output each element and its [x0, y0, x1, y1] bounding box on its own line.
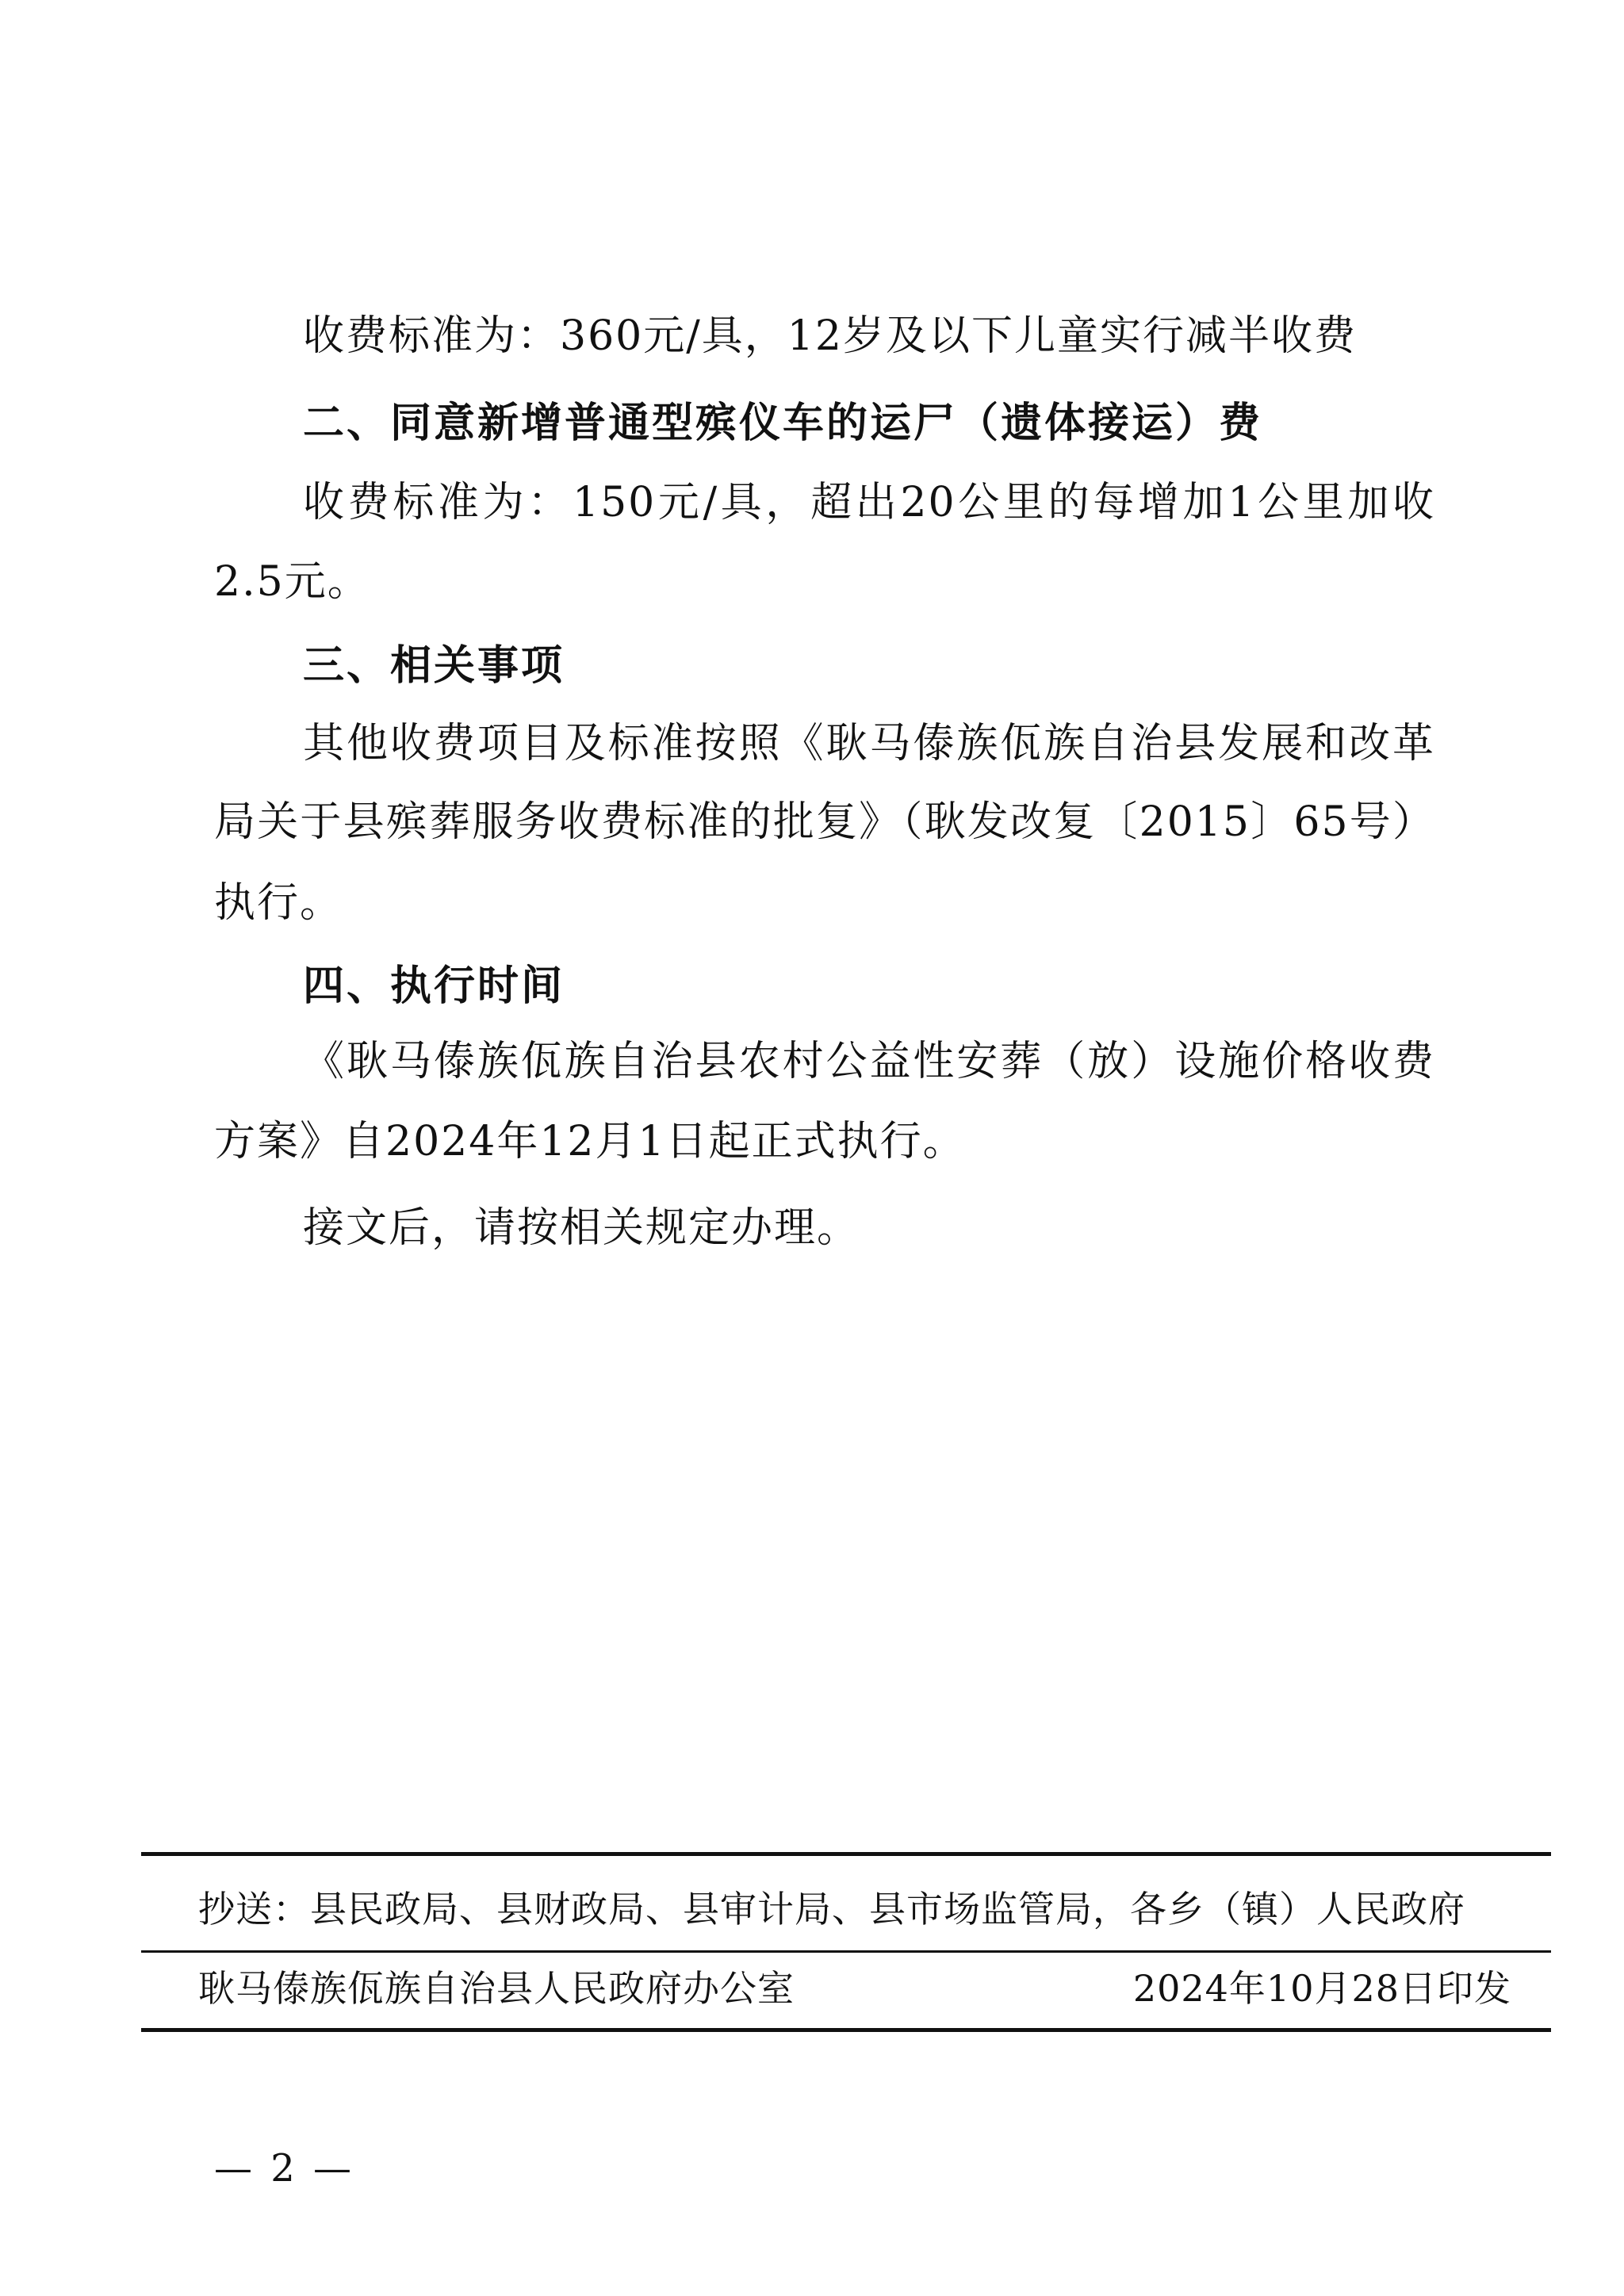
section-heading-3: 三、相关事项: [303, 642, 565, 690]
footer-top-rule: [141, 1852, 1551, 1856]
footer-middle-rule: [141, 1950, 1551, 1953]
footer-issuer: 耿马傣族佤族自治县人民政府办公室: [198, 1967, 795, 2010]
paragraph-fee-standard-2-line1: 收费标准为：150元/具，超出20公里的每增加1公里加收: [303, 479, 1435, 526]
paragraph-fee-standard-1: 收费标准为：360元/具，12岁及以下儿童实行减半收费: [303, 312, 1357, 360]
footer-print-date: 2024年10月28日印发: [1132, 1967, 1511, 2010]
paragraph-effective-date-line1: 《耿马傣族佤族自治县农村公益性安葬（放）设施价格收费: [303, 1038, 1435, 1085]
paragraph-related-matters-line2: 局关于县殡葬服务收费标准的批复》（耿发改复〔2015〕65号）: [214, 798, 1435, 846]
section-heading-2: 二、同意新增普通型殡仪车的运尸（遗体接运）费: [303, 400, 1263, 447]
footer-bottom-rule: [141, 2028, 1551, 2032]
footer-cc-line: 抄送：县民政局、县财政局、县审计局、县市场监管局，各乡（镇）人民政府: [198, 1888, 1465, 1931]
paragraph-closing: 接文后，请按相关规定办理。: [303, 1204, 860, 1252]
section-heading-4: 四、执行时间: [303, 962, 565, 1010]
paragraph-effective-date-line2: 方案》自2024年12月1日起正式执行。: [214, 1118, 966, 1165]
paragraph-related-matters-line3: 执行。: [214, 879, 343, 927]
paragraph-related-matters-line1: 其他收费项目及标准按照《耿马傣族佤族自治县发展和改革: [303, 720, 1435, 767]
page-number: — 2 —: [214, 2146, 355, 2191]
paragraph-fee-standard-2-line2: 2.5元。: [214, 558, 370, 606]
